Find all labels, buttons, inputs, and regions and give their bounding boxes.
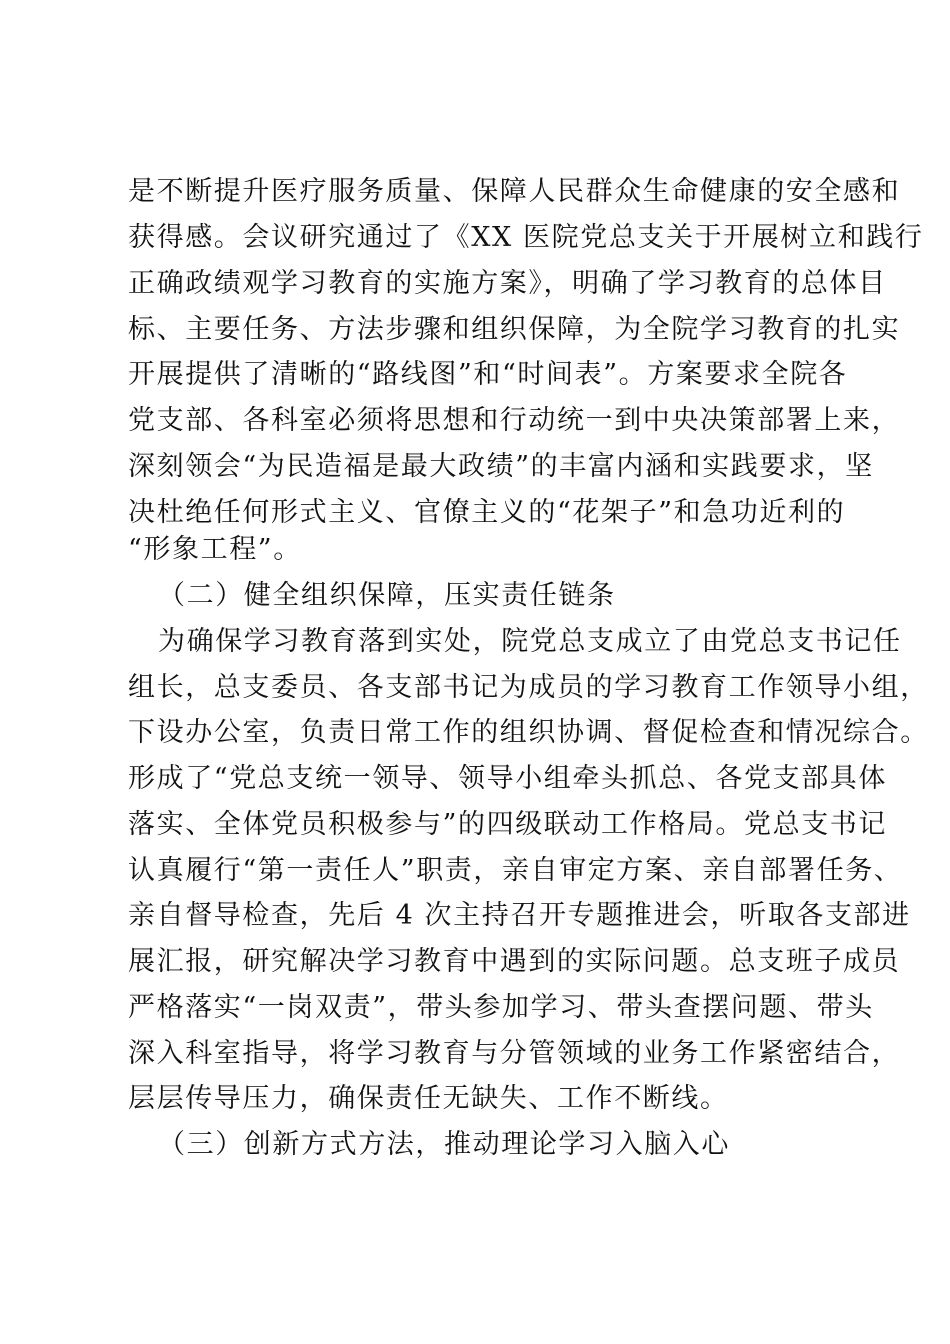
paragraph-line: 下设办公室，负责日常工作的组织协调、督促检查和情况综合。	[128, 717, 929, 748]
paragraph-line: 深刻领会“为民造福是最大政绩”的丰富内涵和实践要求，坚	[128, 451, 874, 482]
paragraph-line: 严格落实“一岗双责”，带头参加学习、带头查摆问题、带头	[128, 992, 874, 1023]
paragraph-line: 形成了“党总支统一领导、领导小组牵头抓总、各党支部具体	[128, 763, 888, 794]
paragraph-line: 落实、全体党员积极参与”的四级联动工作格局。党总支书记	[128, 809, 888, 840]
paragraph-line: 是不断提升医疗服务质量、保障人民群众生命健康的安全感和	[128, 176, 901, 207]
paragraph-line: 开展提供了清晰的“路线图”和“时间表”。方案要求全院各	[128, 359, 848, 390]
paragraph-line: 亲自督导检查，先后 4 次主持召开专题推进会，听取各支部进	[128, 900, 911, 931]
paragraph-line: 获得感。会议研究通过了《XX 医院党总支关于开展树立和践行	[128, 222, 924, 253]
section-heading: （二）健全组织保障，压实责任链条	[158, 580, 616, 611]
paragraph-line: 组长，总支委员、各支部书记为成员的学习教育工作领导小组，	[128, 672, 929, 703]
paragraph-line: 党支部、各科室必须将思想和行动统一到中央决策部署上来，	[128, 405, 901, 436]
paragraph-line: 正确政绩观学习教育的实施方案》，明确了学习教育的总体目	[128, 268, 887, 299]
section-heading: （三）创新方式方法，推动理论学习入脑入心	[158, 1129, 730, 1160]
paragraph-line: “形象工程”。	[128, 534, 302, 565]
paragraph-line: 标、主要任务、方法步骤和组织保障，为全院学习教育的扎实	[128, 314, 901, 345]
paragraph-line: 层层传导压力，确保责任无缺失、工作不断线。	[128, 1083, 729, 1114]
paragraph-line: 认真履行“第一责任人”职责，亲自审定方案、亲自部署任务、	[128, 855, 903, 886]
paragraph-line: 深入科室指导，将学习教育与分管领域的业务工作紧密结合，	[128, 1038, 901, 1069]
paragraph-line: 决杜绝任何形式主义、官僚主义的“花架子”和急功近利的	[128, 497, 846, 528]
paragraph-line: 展汇报，研究解决学习教育中遇到的实际问题。总支班子成员	[128, 946, 901, 977]
paragraph-line: 为确保学习教育落到实处，院党总支成立了由党总支书记任	[158, 626, 902, 657]
